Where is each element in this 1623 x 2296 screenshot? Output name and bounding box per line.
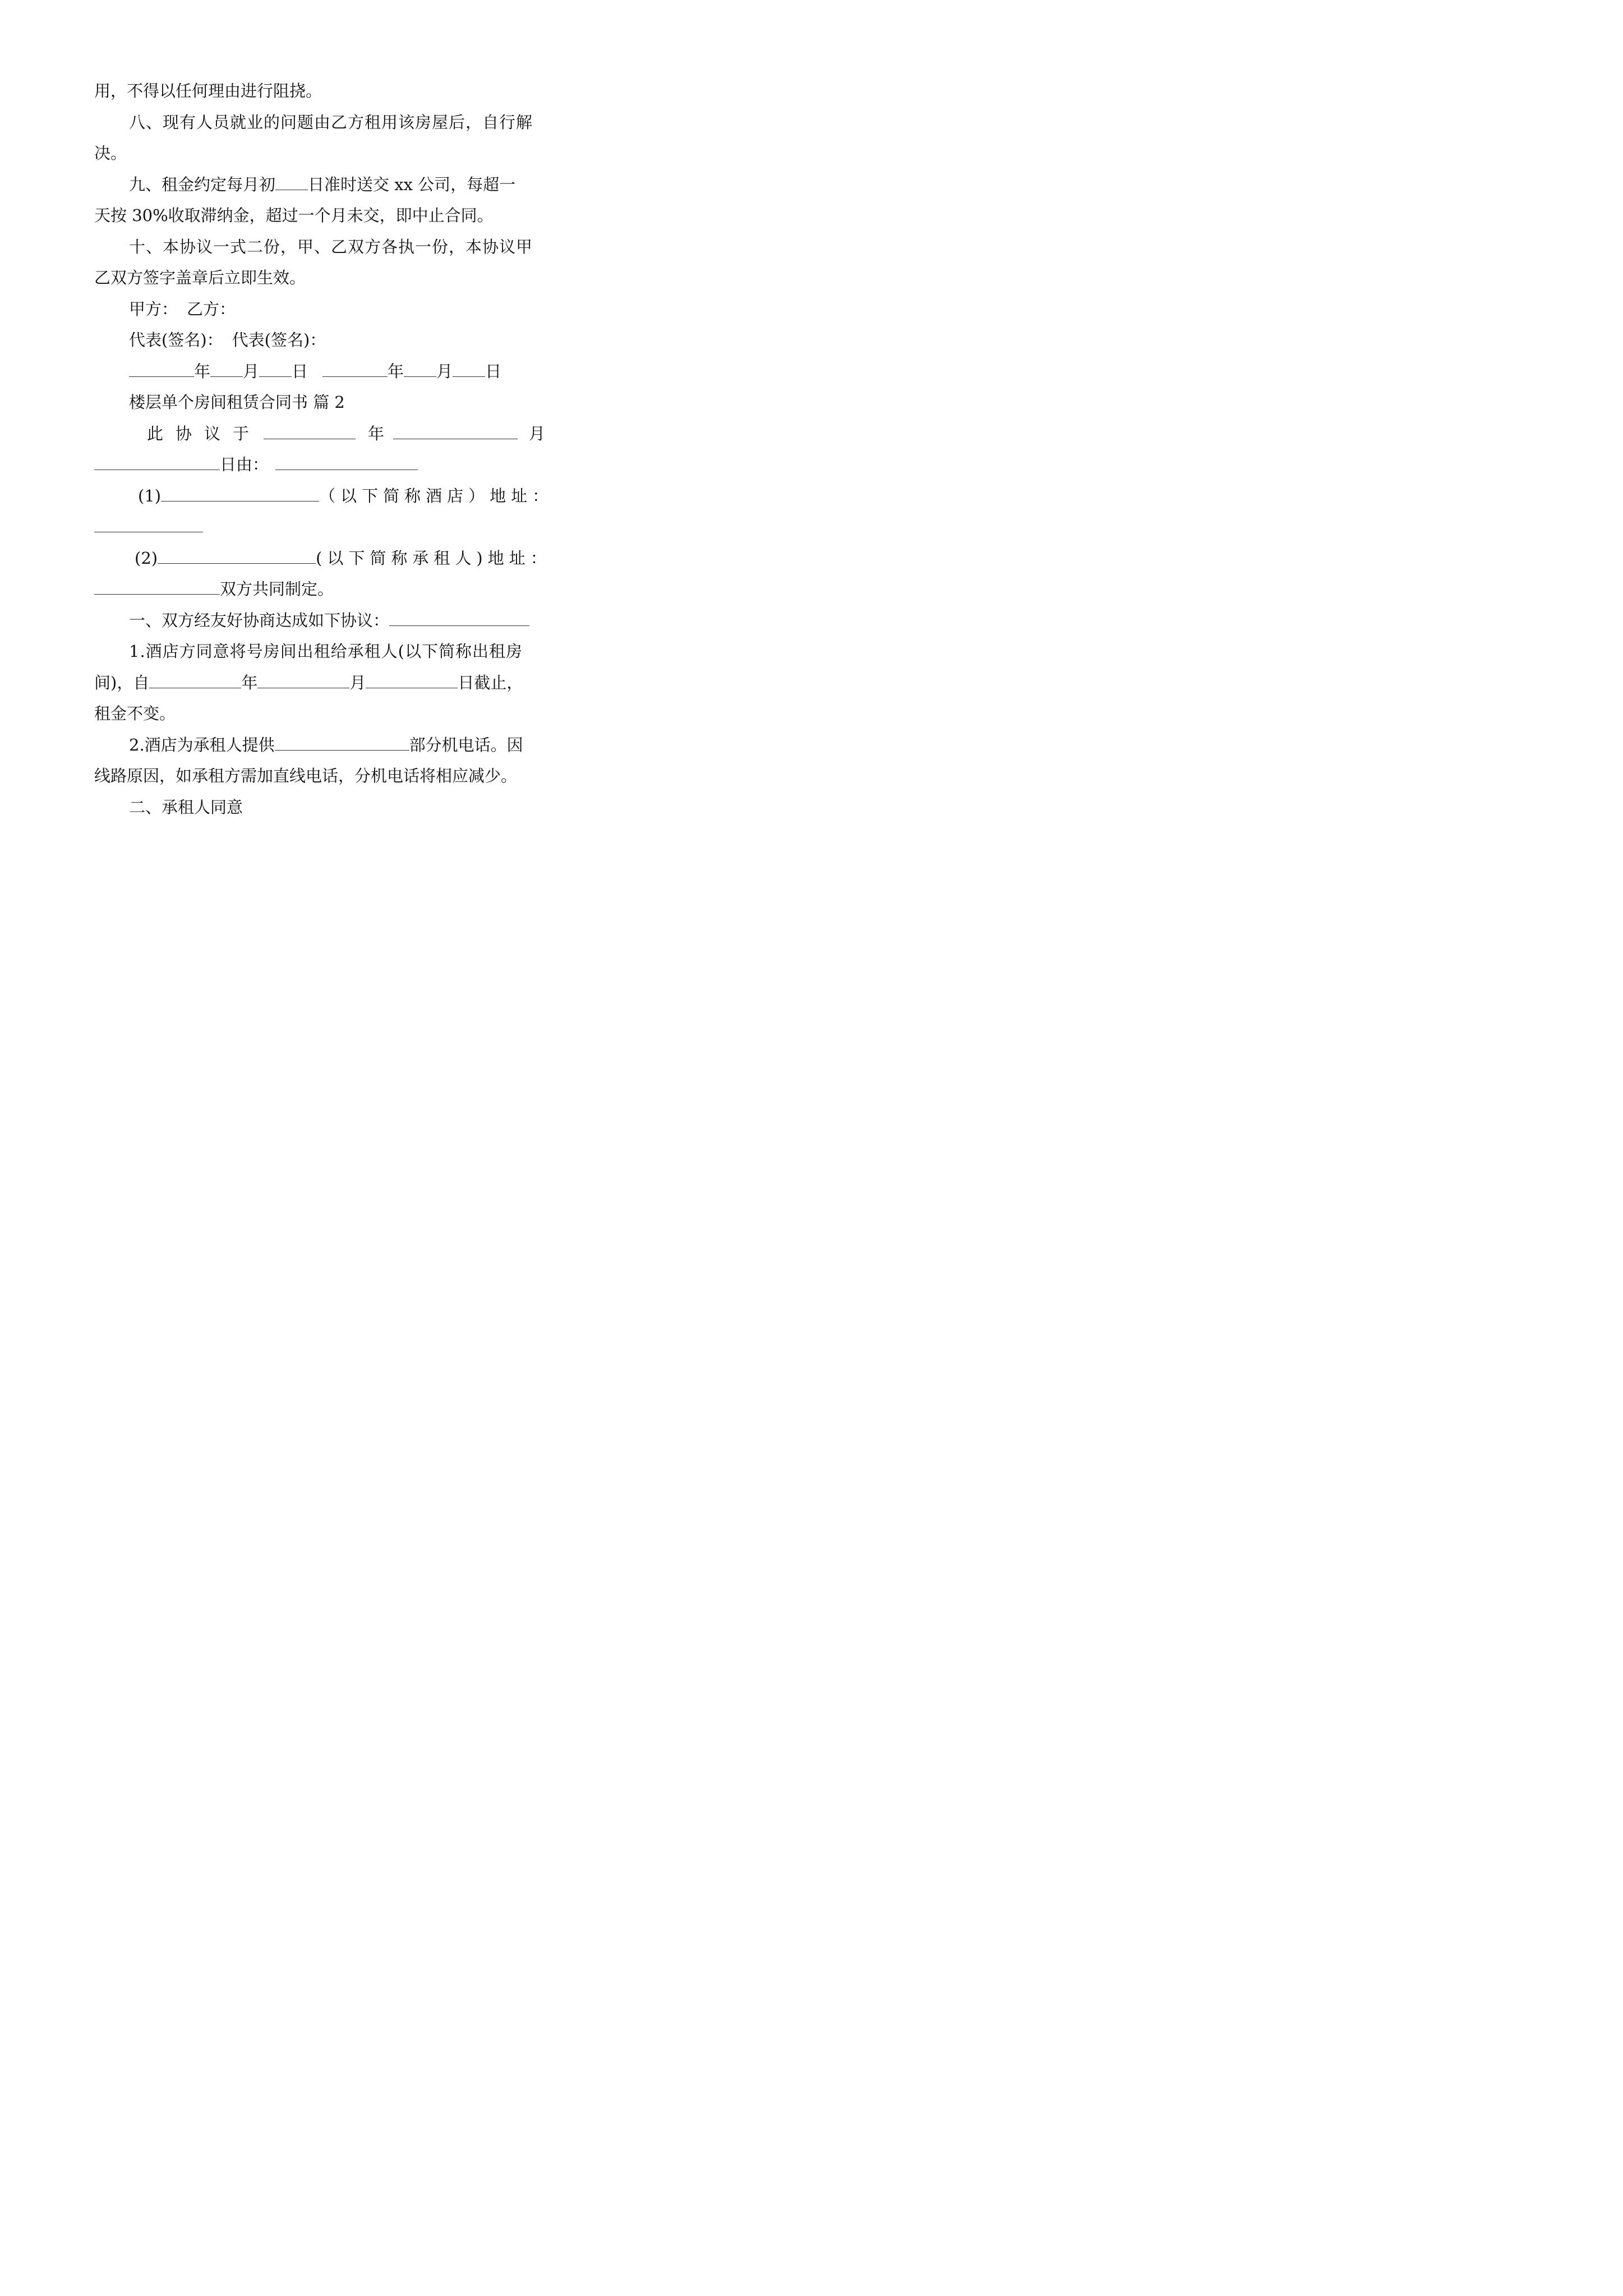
day-blank bbox=[275, 176, 308, 190]
agreement-blank bbox=[389, 612, 529, 626]
clause-8-line-2: 决。 bbox=[94, 144, 127, 163]
party-1-name-blank bbox=[161, 487, 319, 501]
month-label: 月 bbox=[436, 362, 453, 381]
month-blank bbox=[393, 425, 518, 439]
extension-count-blank bbox=[275, 737, 409, 751]
day-label: 日 bbox=[485, 362, 502, 381]
year-label: 年 bbox=[368, 424, 385, 443]
agreement-intro-line-1 bbox=[147, 424, 545, 444]
party-1-line bbox=[138, 486, 554, 506]
party-1-number: (1) bbox=[138, 486, 162, 505]
item-2-text-a: 2.酒店为承租人提供 bbox=[129, 735, 275, 754]
party-1-description: （以下简称酒店）地址： bbox=[319, 486, 554, 505]
party-2-line bbox=[135, 548, 552, 568]
month-label: 月 bbox=[349, 673, 366, 692]
month-blank bbox=[404, 363, 436, 377]
year-label: 年 bbox=[241, 673, 258, 692]
article-1-line bbox=[129, 610, 529, 631]
party-1-address-blank bbox=[94, 518, 203, 532]
year-blank bbox=[149, 674, 241, 688]
item-2-line-2: 线路原因，如承租方需加直线电话，分机电话将相应减少。 bbox=[94, 766, 518, 785]
section-heading: 楼层单个房间租赁合同书 篇 2 bbox=[129, 393, 345, 412]
year-blank bbox=[322, 363, 388, 377]
date-line bbox=[129, 361, 501, 381]
month-blank bbox=[210, 363, 243, 377]
article-2-line: 二、承租人同意 bbox=[129, 798, 243, 817]
day-label: 日 bbox=[292, 362, 308, 381]
rep-a-label: 代表(签名)： bbox=[129, 330, 223, 349]
representative-line bbox=[129, 330, 326, 350]
day-blank bbox=[366, 674, 458, 688]
party-blank bbox=[275, 456, 418, 470]
party-a-label: 甲方： bbox=[129, 300, 178, 319]
jointly-text: 双方共同制定。 bbox=[220, 579, 334, 599]
clause-9-line-1 bbox=[129, 174, 515, 195]
text-line: 用，不得以任何理由进行阻挠。 bbox=[94, 81, 322, 100]
clause-9-line-2: 天按 30%收取滞纳金，超过一个月未交，即中止合同。 bbox=[94, 206, 494, 225]
item-1-line-3: 租金不变。 bbox=[94, 704, 176, 723]
party-2-name-blank bbox=[158, 550, 316, 564]
day-blank bbox=[94, 456, 220, 470]
article-1-text: 一、双方经友好协商达成如下协议： bbox=[129, 611, 390, 630]
day-blank bbox=[453, 363, 485, 377]
party-1-address-line bbox=[94, 517, 203, 537]
clause-10-line-1: 十、本协议一式二份，甲、乙双方各执一份，本协议甲 bbox=[129, 237, 533, 256]
party-signature-line bbox=[129, 299, 236, 319]
clause-10-line-2: 乙双方签字盖章后立即生效。 bbox=[94, 268, 306, 287]
year-blank bbox=[129, 363, 194, 377]
clause-8-line-1: 八、现有人员就业的问题由乙方租用该房屋后，自行解 bbox=[129, 113, 533, 132]
item-1-line-1: 1.酒店方同意将号房间出租给承租人(以下简称出租房 bbox=[129, 642, 523, 661]
document-page bbox=[0, 0, 630, 890]
year-label: 年 bbox=[388, 362, 404, 381]
party-2-address-line bbox=[94, 579, 334, 599]
day-blank bbox=[259, 363, 292, 377]
party-2-number: (2) bbox=[135, 549, 158, 568]
year-label: 年 bbox=[194, 362, 211, 381]
intro-date-text: 日由： bbox=[220, 455, 269, 474]
clause-9-text-a: 九、租金约定每月初 bbox=[129, 175, 276, 194]
party-2-description: (以下简称承租人)地址： bbox=[316, 549, 552, 568]
item-1-from-text: 间)，自 bbox=[94, 673, 150, 692]
party-2-address-blank bbox=[94, 581, 220, 595]
item-1-line-2 bbox=[94, 673, 523, 693]
agreement-intro-line-2 bbox=[94, 454, 418, 475]
intro-text: 此协议于 bbox=[147, 424, 262, 443]
month-blank bbox=[257, 674, 349, 688]
clause-9-text-b: 日准时送交 xx 公司，每超一 bbox=[308, 175, 516, 194]
year-blank bbox=[264, 425, 356, 439]
rep-b-label: 代表(签名)： bbox=[232, 330, 326, 349]
party-b-label: 乙方： bbox=[187, 300, 236, 319]
item-1-end-text: 日截止， bbox=[458, 673, 523, 692]
item-2-line-1 bbox=[129, 735, 523, 755]
month-label: 月 bbox=[243, 362, 260, 381]
month-label: 月 bbox=[529, 424, 546, 443]
item-2-text-b: 部分机电话。因 bbox=[409, 735, 523, 754]
